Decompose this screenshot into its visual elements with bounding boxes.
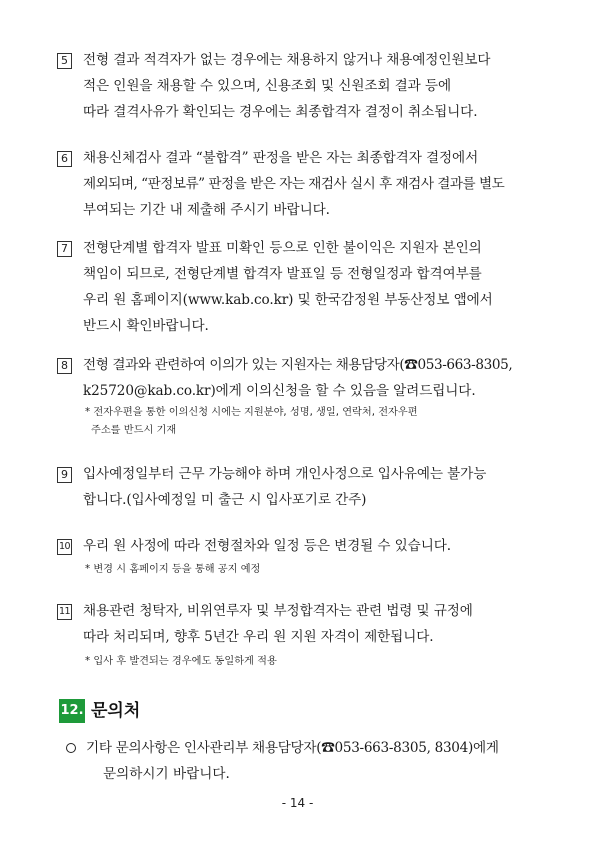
section-number-badge: 12. bbox=[59, 699, 85, 723]
item-text-line: 우리 원 홈페이지(www.kab.co.kr) 및 한국감정원 부동산정보 앱에서 bbox=[83, 292, 493, 308]
item-text-line: 채용신체검사 결과 “불합격” 판정을 받은 자는 최종합격자 결정에서 bbox=[83, 150, 479, 166]
item-text-line: 채용관련 청탁자, 비위연루자 및 부정합격자는 관련 법령 및 규정에 bbox=[83, 603, 473, 619]
item-number-box: 9 bbox=[57, 467, 72, 483]
section-title: 문의처 bbox=[91, 701, 141, 721]
item-number-box: 6 bbox=[57, 151, 72, 167]
item-text-line: 전형 결과 적격자가 없는 경우에는 채용하지 않거나 채용예정인원보다 bbox=[83, 52, 491, 68]
item-number-box: 11 bbox=[57, 604, 72, 620]
item-text-line: 합니다.(입사예정일 미 출근 시 입사포기로 간주) bbox=[83, 492, 367, 508]
item-text-line: k25720@kab.co.kr)에게 이의신청을 할 수 있음을 알려드립니다. bbox=[83, 383, 476, 399]
item-text-line: 따라 처리되며, 향후 5년간 우리 원 지원 자격이 제한됩니다. bbox=[83, 629, 434, 645]
item-text-line: 제외되며, “판정보류” 판정을 받은 자는 재검사 실시 후 재검사 결과를 별도 bbox=[83, 176, 505, 192]
item-footnote: * 입사 후 발견되는 경우에도 동일하게 적용 bbox=[85, 656, 277, 667]
item-text-line: 반드시 확인바랍니다. bbox=[83, 318, 209, 334]
contact-text-line: 문의하시기 바랍니다. bbox=[103, 766, 230, 782]
page-number: - 14 - bbox=[281, 796, 314, 810]
item-number-box: 10 bbox=[57, 539, 72, 555]
item-text-line: 전형 결과와 관련하여 이의가 있는 지원자는 채용담당자(☎053-663-8305, bbox=[83, 357, 513, 373]
item-text-line: 따라 결격사유가 확인되는 경우에는 최종합격자 결정이 취소됩니다. bbox=[83, 104, 478, 120]
item-text-line: 책임이 되므로, 전형단계별 합격자 발표일 등 전형일정과 합격여부를 bbox=[83, 266, 482, 282]
circle-bullet-icon bbox=[66, 743, 76, 753]
contact-text-line: 기타 문의사항은 인사관리부 채용담당자(☎053-663-8305, 8304)에게 bbox=[86, 740, 499, 756]
item-text-line: 적은 인원을 채용할 수 있으며, 신용조회 및 신원조회 결과 등에 bbox=[83, 78, 451, 94]
item-number-box: 7 bbox=[57, 241, 72, 257]
item-text-line: 입사예정일부터 근무 가능해야 하며 개인사정으로 입사유예는 불가능 bbox=[83, 466, 487, 482]
item-number-box: 5 bbox=[57, 53, 72, 69]
item-footnote: 주소를 반드시 기재 bbox=[91, 425, 177, 436]
item-text-line: 전형단계별 합격자 발표 미확인 등으로 인한 불이익은 지원자 본인의 bbox=[83, 240, 482, 256]
item-footnote: * 전자우편을 통한 이의신청 시에는 지원분야, 성명, 생일, 연락처, 전자우편 bbox=[85, 407, 418, 418]
item-footnote: * 변경 시 홈페이지 등을 통해 공지 예정 bbox=[85, 564, 261, 575]
item-text-line: 부여되는 기간 내 제출해 주시기 바랍니다. bbox=[83, 202, 330, 218]
item-text-line: 우리 원 사정에 따라 전형절차와 일정 등은 변경될 수 있습니다. bbox=[83, 538, 451, 554]
item-number-box: 8 bbox=[57, 358, 72, 374]
